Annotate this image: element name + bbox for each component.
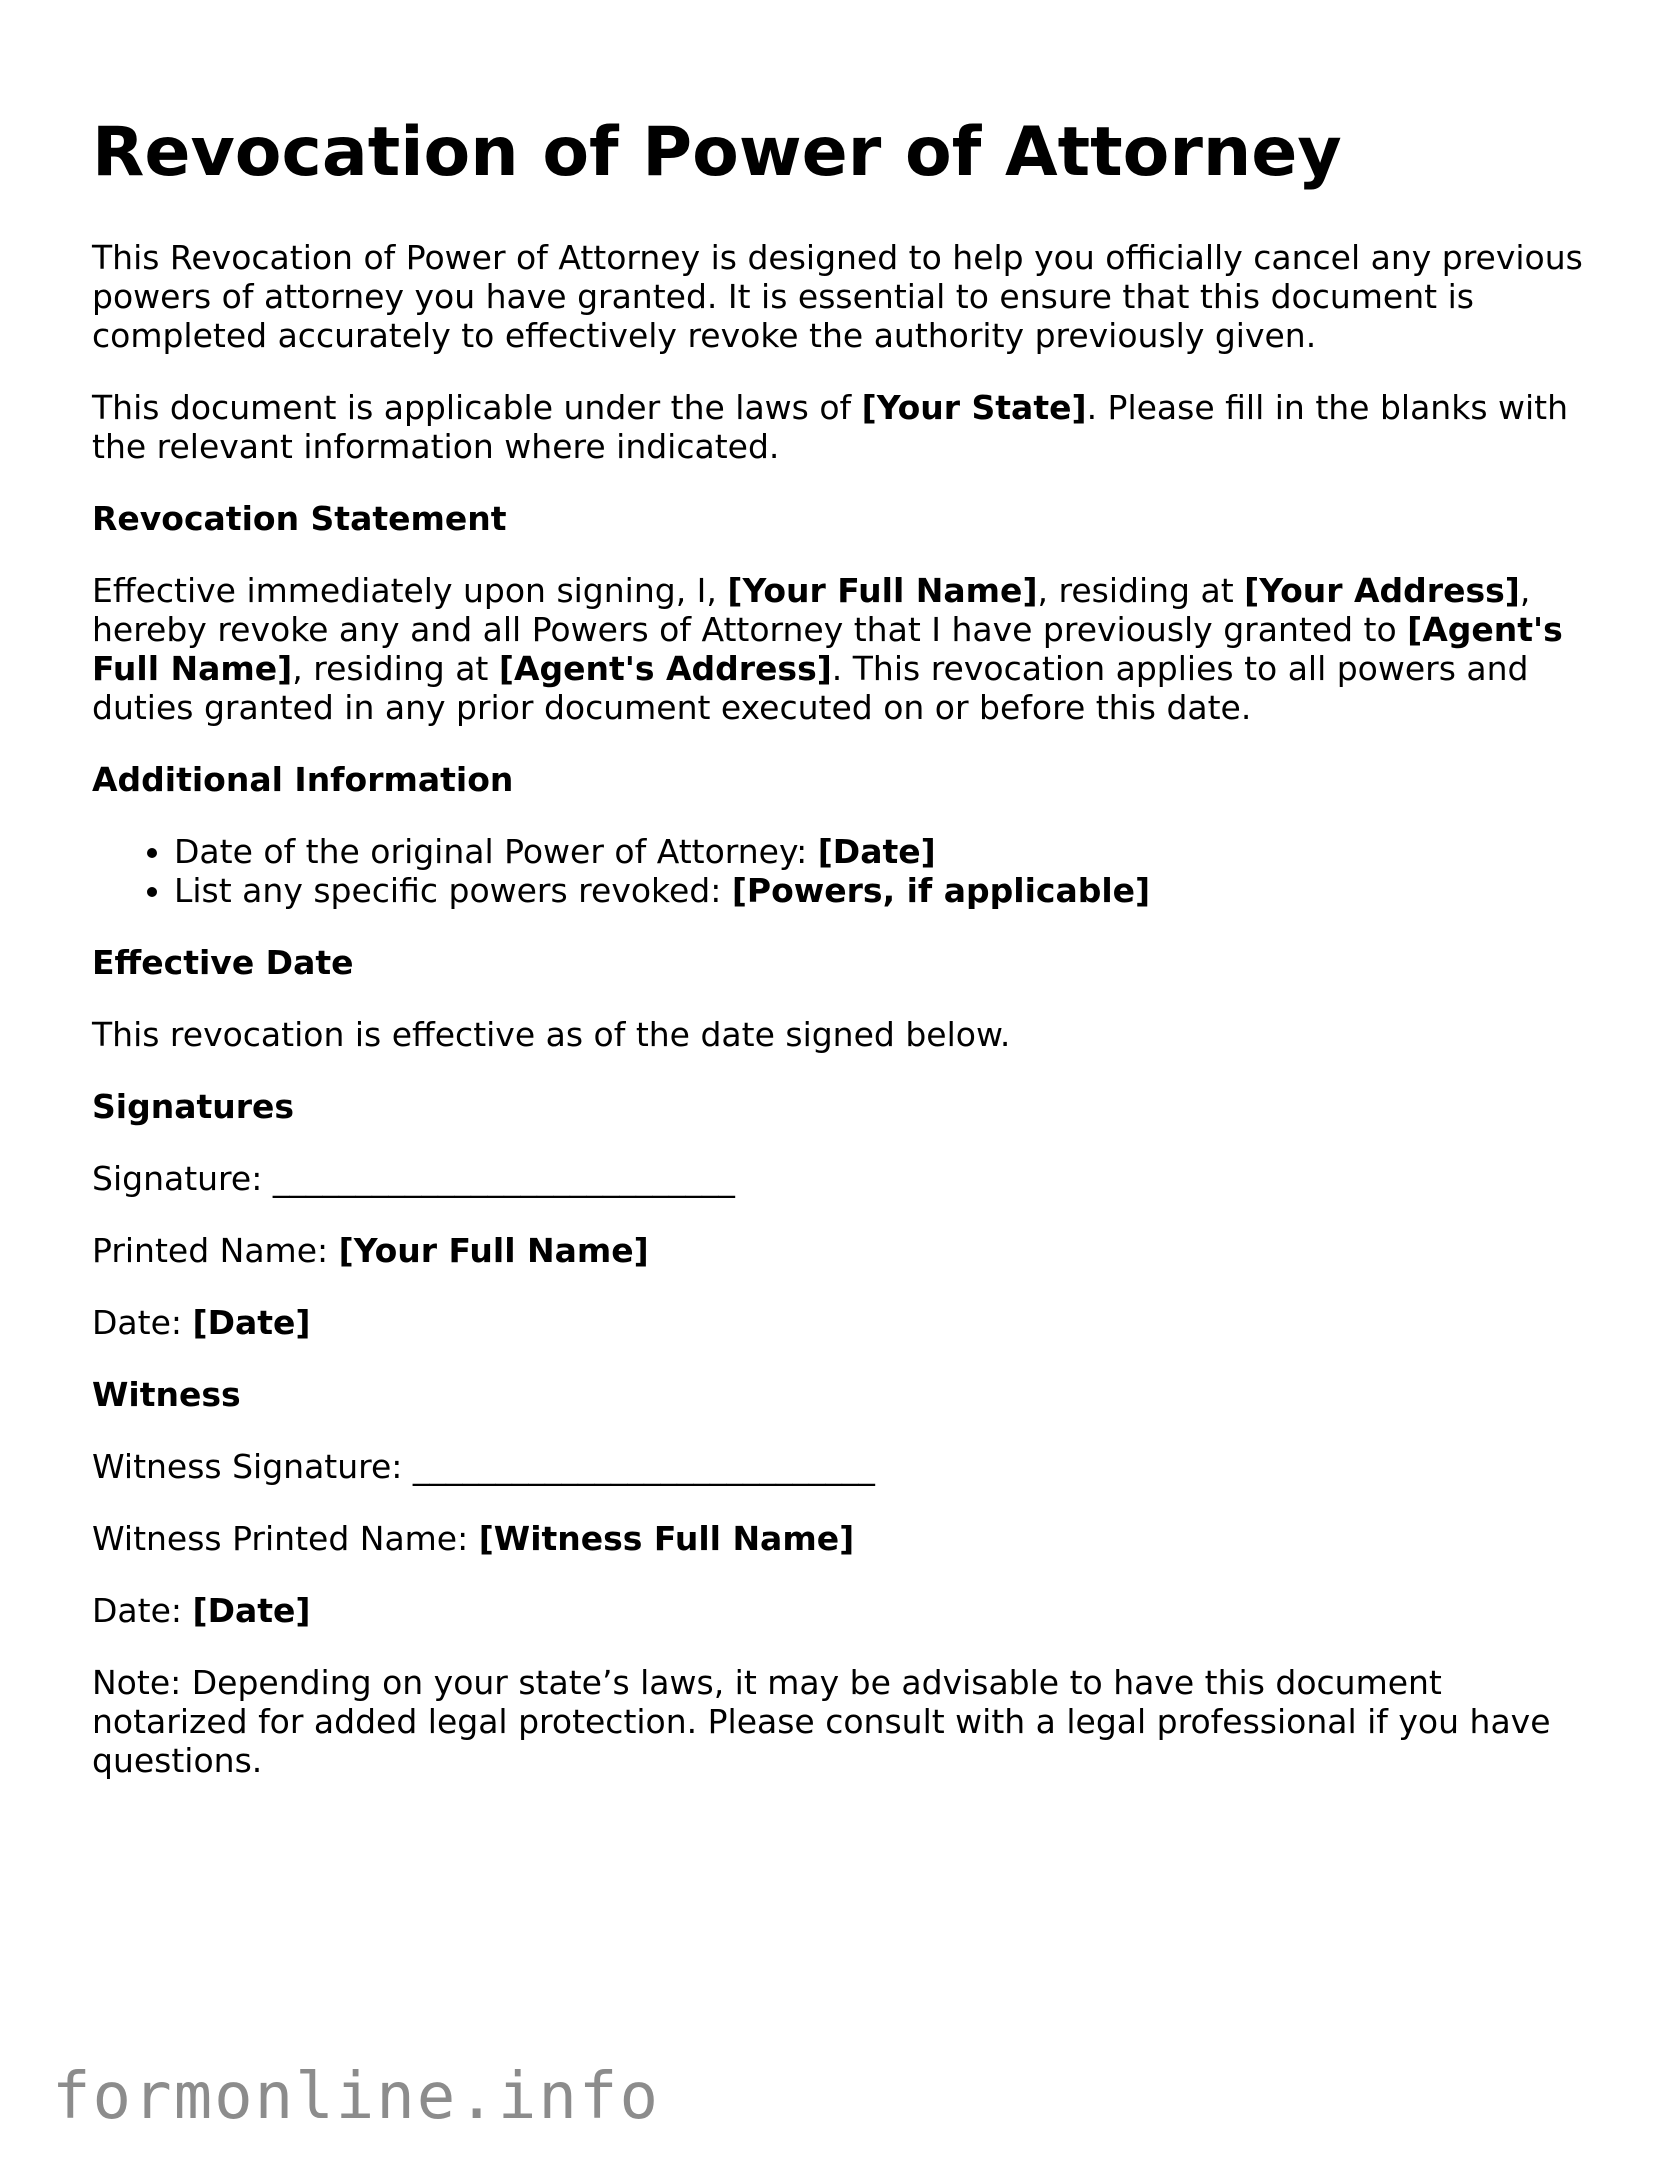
witness-date-row (92, 1591, 1592, 1630)
list-item-label: Date of the original Power of Attorney: (174, 831, 818, 871)
list-item-value: [Powers, if applicable] (731, 870, 1151, 910)
agent-name-placeholder: [Agent's Full Name] (92, 609, 1563, 688)
revocation-statement-paragraph (92, 571, 1592, 727)
effective-date-text: This revocation is effective as of the date signed below. (92, 1014, 1011, 1054)
witness-signature-label: Witness Signature: (92, 1446, 413, 1486)
intro-paragraph: This Revocation of Power of Attorney is designed to help you officially cancel any previous powers of attorney you have granted. It is essential to ensure that this document is completed accurately to effectively revoke the authority previously given. (92, 237, 1583, 355)
watermark: formonline.info (52, 2060, 660, 2134)
witness-date-label: Date: (92, 1590, 193, 1630)
signature-date-row (92, 1303, 1592, 1342)
agent-address-placeholder: [Agent's Address] (498, 648, 832, 688)
date-label: Date: (92, 1302, 193, 1342)
witness-signature-line: ____________________________ (412, 1446, 875, 1486)
applicable-paragraph (92, 388, 1592, 466)
statement-text-5: . This revocation applies to all powers and duties granted in any prior document executed on or before this date. (92, 648, 1529, 727)
witness-printed-name-label: Witness Printed Name: (92, 1518, 479, 1558)
witness-printed-name-row (92, 1519, 1592, 1558)
printed-name-value: [Your Full Name] (338, 1230, 649, 1270)
witness-signature-row (92, 1447, 1592, 1486)
witness-printed-name-value: [Witness Full Name] (478, 1518, 855, 1558)
list-item (174, 871, 1592, 910)
additional-info-heading: Additional Information (92, 759, 514, 799)
printed-name-row (92, 1231, 1592, 1270)
signature-line: ____________________________ (272, 1158, 735, 1198)
signatures-heading: Signatures (92, 1086, 295, 1126)
note-paragraph: Note: Depending on your state’s laws, it may be advisable to have this document notarized for added legal protection. Please consult with a legal professional if you have questions. (92, 1662, 1551, 1780)
additional-info-list (92, 832, 1592, 910)
witness-heading: Witness (92, 1374, 241, 1414)
statement-text-1: Effective immediately upon signing, I, (92, 570, 728, 610)
witness-date-value: [Date] (192, 1590, 311, 1630)
signature-line-row (92, 1159, 1592, 1198)
signature-label: Signature: (92, 1158, 273, 1198)
list-item-label: List any specific powers revoked: (174, 870, 732, 910)
revocation-statement-heading: Revocation Statement (92, 498, 507, 538)
address-placeholder: [Your Address] (1244, 570, 1520, 610)
statement-text-3: , hereby revoke any and all Powers of Attorney that I have previously granted to (92, 570, 1531, 649)
effective-date-heading: Effective Date (92, 942, 354, 982)
statement-text-2: , residing at (1037, 570, 1245, 610)
printed-name-label: Printed Name: (92, 1230, 339, 1270)
list-item-value: [Date] (817, 831, 936, 871)
list-item (174, 832, 1592, 871)
date-value: [Date] (192, 1302, 311, 1342)
document-title: Revocation of Power of Attorney (92, 113, 1342, 192)
statement-text-4: , residing at (292, 648, 499, 688)
applicable-text-post: . Please fill in the blanks with the relevant information where indicated. (92, 387, 1569, 466)
applicable-text-pre: This document is applicable under the laws of (92, 387, 862, 427)
full-name-placeholder: [Your Full Name] (727, 570, 1038, 610)
state-placeholder: [Your State] (861, 387, 1087, 427)
document-page (92, 112, 1592, 1813)
